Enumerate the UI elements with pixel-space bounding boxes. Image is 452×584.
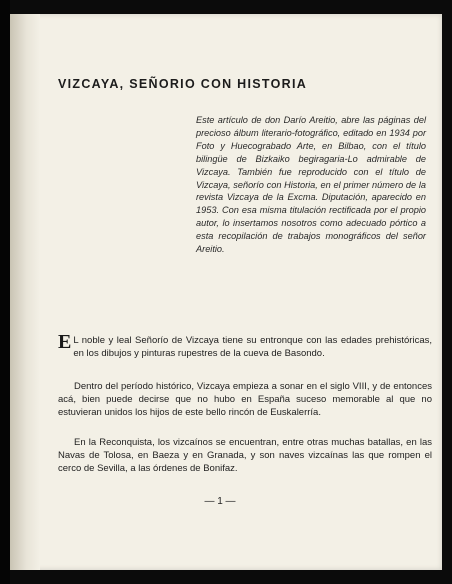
- page-number: — 1 —: [204, 496, 236, 507]
- paragraph-3: En la Reconquista, los vizcaínos se encuentran, entre otras muchas batallas, en las Navas de Tolosa, en Baeza y en Granada, y son naves vizcaínas las que rompen el cerco de Sevilla, a las órdenes de Bonifaz.: [58, 437, 432, 474]
- intro-note: Este artículo de don Darío Areitio, abre las páginas del precioso álbum literario-fotográfico, editado en 1934 por Foto y Huecograbado Arte, en Bilbao, con el título bilingüe de Bizkaiko begiragaria-Lo admirable de Vizcaya. También fue reproducido con el título de Vizcaya, señorío con Historia, en el primer número de la revista Vizcaya de la Excma. Diputación, aparecido en 1953. Con esa misma titulación rectificada por el propio autor, lo insertamos nosotros como adecuado pórtico a esta recopilación de trabajos monográficos del señor Areitio.: [196, 115, 426, 255]
- background-edge: [0, 0, 10, 584]
- drop-cap: E: [58, 331, 72, 353]
- paragraph-1-text: L noble y leal Señorío de Vizcaya tiene su entronque con las edades prehistóricas, en los dibujos y pinturas rupestres de la cueva de Basondo.: [73, 335, 432, 359]
- book-gutter: [10, 14, 40, 570]
- page-title: VIZCAYA, SEÑORIO CON HISTORIA: [58, 77, 308, 91]
- book-page: [10, 14, 442, 570]
- paragraph-1: [58, 331, 432, 360]
- paragraph-2: Dentro del período histórico, Vizcaya empieza a sonar en el siglo VIII, y de entonces acá, bien puede decirse que no hubo en España suceso memorable al que no estuvieran unidos los hijos de este bello rincón de Euskalerría.: [58, 381, 432, 418]
